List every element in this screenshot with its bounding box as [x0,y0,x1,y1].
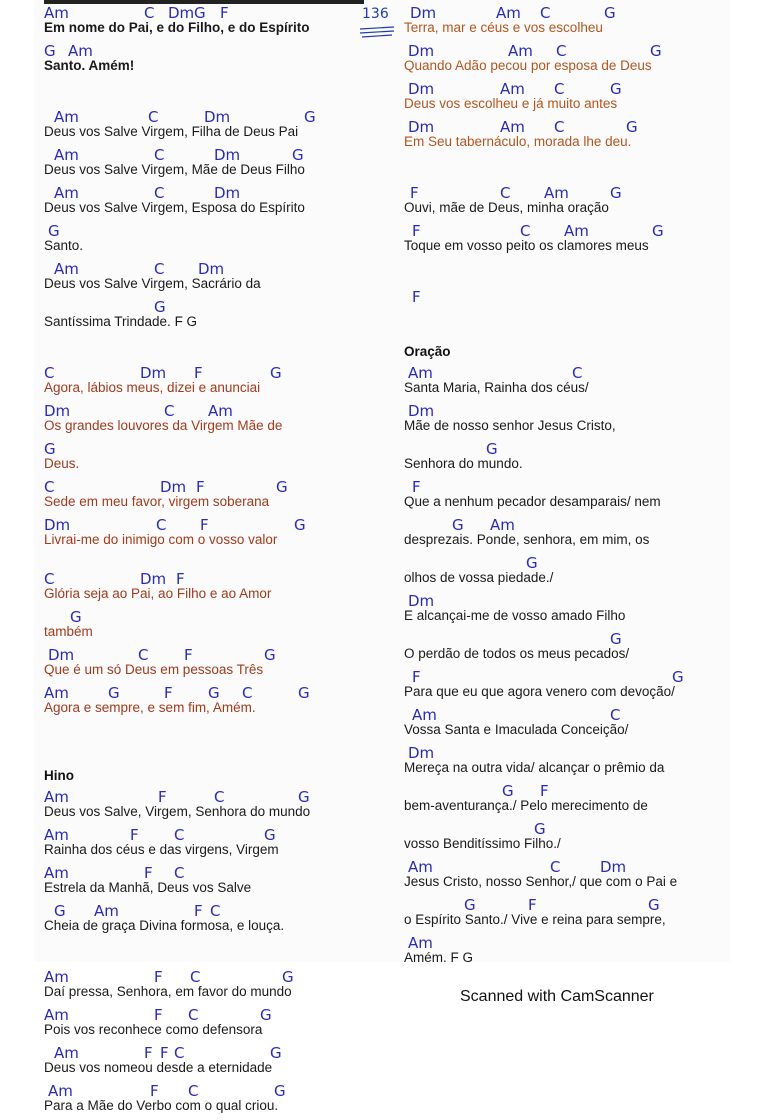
song-line [404,554,724,592]
left-column [44,4,374,1120]
chord-label: G [604,4,616,22]
song-line [44,516,374,554]
song-line [44,108,374,146]
spacer [404,260,724,288]
chord-label: C [210,902,221,920]
song-line [44,440,374,478]
chord-label: G [626,118,638,136]
spacer [44,722,374,750]
chord-label: Am [490,516,515,534]
spacer [404,156,724,184]
chord-label: G [260,1006,272,1024]
chord-label: F [200,516,209,534]
chord-label: Am [54,184,79,202]
chord-label: F [412,222,421,240]
song-line [44,608,374,646]
lyric-text: Deus. [44,456,80,471]
chord-label: Am [54,1044,79,1062]
chord-label: C [550,858,561,876]
chord-label: Dm [408,402,435,420]
chord-label: G [652,222,664,240]
chord-label: G [464,896,476,914]
chord-label: Dm [408,80,435,98]
lyric-text: Deus vos Salve Virgem, Filha de Deus Pai [44,124,299,139]
chord-label: C [188,1082,199,1100]
lyric-text: Daí pressa, Senhora, em favor do mundo [44,984,292,999]
chord-label: Am [94,902,119,920]
chord-label: Dm [408,744,435,762]
lyric-text: Vossa Santa e Imaculada Conceição/ [404,722,629,737]
handwritten-annotation: 136 [362,6,389,22]
lyric-text: desprezais. Ponde, senhora, em mim, os [404,532,650,547]
chord-label: C [214,788,225,806]
lyric-text: Ouvi, mãe de Deus, minha oração [404,200,609,215]
chord-label: Am [68,42,93,60]
song-line [404,668,724,706]
chord-label: C [554,80,565,98]
song-line [44,4,374,42]
song-line [44,146,374,184]
chord-label: Dm [408,118,435,136]
chord-label: G [208,684,220,702]
chord-label: Am [44,684,69,702]
lyric-text: Deus vos Salve Virgem, Esposa do Espírito [44,200,305,215]
lyric-text: Agora e sempre, e sem fim, Amém. [44,700,256,715]
chord-label: C [154,260,165,278]
chord-label: Dm [600,858,627,876]
chord-label: Dm [140,570,167,588]
song-line [404,118,724,156]
lyric-text: Sede em meu favor, virgem soberana [44,494,270,509]
chord-label: Am [54,108,79,126]
lyric-text: Amém. F G [404,950,474,965]
chord-label: F [410,184,419,202]
lyric-text: Estrela da Manhã, Deus vos Salve [44,880,252,895]
lyric-text: Mereça na outra vida/ alcançar o prêmio da [404,760,665,775]
lyric-text: Deus vos Salve Virgem, Mãe de Deus Filho [44,162,305,177]
chord-label: Am [544,184,569,202]
chord-label: C [242,684,253,702]
chord-label: G [282,968,294,986]
song-line [404,42,724,80]
lyric-text: Jesus Cristo, nosso Senhor,/ que com o Pai e [404,874,678,889]
chord-label: C [572,364,583,382]
song-line [404,364,724,402]
chord-label: G [70,608,82,626]
chord-label: F [144,864,153,882]
chord-label: F [196,478,205,496]
song-line [44,42,374,80]
song-line [44,864,374,902]
chord-label: F [130,826,139,844]
chord-label: Dm [198,260,225,278]
chord-label: C [174,826,185,844]
song-line [44,298,374,336]
chord-label: G [264,646,276,664]
lyric-text: Mãe de nosso senhor Jesus Cristo, [404,418,616,433]
chord-label: C [154,184,165,202]
chord-label: Dm [140,364,167,382]
song-line [404,706,724,744]
chord-label: G [194,4,206,22]
song-line [404,896,724,934]
song-line [44,364,374,402]
lyric-text: olhos de vossa piedade./ [404,570,554,585]
chord-label: Am [44,968,69,986]
song-line [404,326,724,364]
song-line [44,184,374,222]
song-line [44,570,374,608]
lyric-text: Santíssima Trindade. F G [44,314,198,329]
lyric-text: Em Seu tabernáculo, morada lhe deu. [404,134,632,149]
chord-label: F [412,668,421,686]
chord-row [44,222,374,240]
lyric-text: Cheia de graça Divina formosa, e louça. [44,918,285,933]
chord-label: G [304,108,316,126]
lyric-text: E alcançai-me de vosso amado Filho [404,608,626,623]
song-line [404,184,724,222]
chord-label: F [184,646,193,664]
chord-label: F [528,896,537,914]
chord-label: Dm [160,478,187,496]
chord-row [44,440,374,458]
chord-label: F [150,1082,159,1100]
chord-label: C [44,364,55,382]
spacer [44,940,374,968]
lyric-text: Quando Adão pecou por esposa de Deus [404,58,652,73]
chord-label: G [610,630,622,648]
chord-label: G [534,820,546,838]
song-line [44,1006,374,1044]
chord-label: G [452,516,464,534]
chord-label: Dm [168,4,195,22]
spacer [44,80,374,108]
song-line [44,260,374,298]
chord-label: G [44,42,56,60]
chord-label: F [412,478,421,496]
chord-label: F [144,1044,153,1062]
chord-label: C [44,478,55,496]
lyric-text: vosso Benditíssimo Filho./ [404,836,561,851]
chord-label: G [48,222,60,240]
song-line [404,288,724,326]
chord-label: G [276,478,288,496]
chord-label: Dm [408,42,435,60]
chord-label: Dm [204,108,231,126]
lyric-text: Glória seja ao Pai, ao Filho e ao Amor [44,586,272,601]
chord-label: Dm [408,592,435,610]
chord-label: G [610,80,622,98]
chord-label: G [502,782,514,800]
chord-label: C [610,706,621,724]
song-line [44,1044,374,1082]
chord-label: G [270,364,282,382]
spacer [44,336,374,364]
chord-label: G [648,896,660,914]
song-line [404,630,724,668]
lyric-text: Santo. [44,238,84,253]
chord-label: F [194,902,203,920]
chord-label: Am [408,858,433,876]
chord-label: C [520,222,531,240]
song-line [404,820,724,858]
chord-label: Am [44,788,69,806]
lyric-text: também [44,624,93,639]
chord-label: Am [208,402,233,420]
song-line [404,440,724,478]
chord-label: F [540,782,549,800]
chord-label: G [292,146,304,164]
lyric-text: Terra, mar e céus e vos escolheu [404,20,603,35]
chord-label: G [486,440,498,458]
lyric-text: Os grandes louvores da Virgem Mãe de [44,418,283,433]
chord-label: C [190,968,201,986]
chord-label: Am [54,146,79,164]
chord-label: C [138,646,149,664]
chord-label: F [154,1006,163,1024]
chord-label: F [160,1044,169,1062]
chord-label: G [526,554,538,572]
camscanner-footer: Scanned with CamScanner [460,988,654,1005]
chord-label: Am [408,934,433,952]
chord-label: C [556,42,567,60]
song-line [404,934,724,972]
lyric-text: o Espírito Santo./ Vive e reina para sempre, [404,912,666,927]
chord-label: Am [412,706,437,724]
lyric-text: Que é um só Deus em pessoas Três [44,662,264,677]
chord-label: G [650,42,662,60]
chord-label: Am [44,1006,69,1024]
chord-label: Dm [214,184,241,202]
chord-label: C [156,516,167,534]
chord-label: C [44,570,55,588]
song-line [404,744,724,782]
lyric-text: Santo. Amém! [44,58,135,73]
song-line [44,750,374,788]
chord-label: F [220,4,229,22]
song-line [404,478,724,516]
song-line [404,80,724,118]
chord-label: C [154,146,165,164]
chord-label: G [274,1082,286,1100]
lyric-text: Para a Mãe do Verbo com o qual criou. [44,1098,279,1113]
lyric-text: Agora, lábios meus, dizei e anunciai [44,380,261,395]
song-line [404,858,724,896]
chord-label: Am [500,118,525,136]
song-line [404,222,724,260]
lyric-text: Livrai-me do inimigo com o vosso valor [44,532,278,547]
section-heading: Oração [404,344,451,359]
song-line [44,222,374,260]
chord-label: G [270,1044,282,1062]
song-line [44,1082,374,1120]
song-line [404,402,724,440]
chord-label: G [294,516,306,534]
song-line [44,402,374,440]
chord-label: C [554,118,565,136]
chord-label: Dm [44,402,71,420]
song-line [44,826,374,864]
chord-label: G [672,668,684,686]
chord-label: F [164,684,173,702]
chord-label: C [500,184,511,202]
song-line [44,478,374,516]
song-line [404,592,724,630]
chord-label: Am [44,826,69,844]
lyric-text: Deus vos escolheu e já muito antes [404,96,618,111]
song-line [404,782,724,820]
lyric-text: Para que eu que agora venero com devoção/ [404,684,675,699]
chord-label: C [164,402,175,420]
section-heading: Hino [44,768,74,783]
song-line [44,788,374,826]
lyric-text: bem-aventurança./ Pelo merecimento de [404,798,648,813]
chord-label: Am [408,364,433,382]
song-line [44,968,374,1006]
chord-label: Am [500,80,525,98]
lyric-text: O perdão de todos os meus pecados/ [404,646,630,661]
chord-label: C [174,864,185,882]
chord-label: F [158,788,167,806]
chord-row [404,288,724,306]
song-line [44,684,374,722]
chord-label: G [298,788,310,806]
chord-label: G [108,684,120,702]
chord-label: F [412,288,421,306]
chord-label: Am [496,4,521,22]
chord-label: C [540,4,551,22]
right-column [404,4,724,972]
chord-row [44,608,374,626]
chord-label: Am [54,260,79,278]
song-line [404,4,724,42]
chord-label: G [298,684,310,702]
chord-label: F [176,570,185,588]
chord-label: G [264,826,276,844]
chord-label: Dm [214,146,241,164]
lyric-text: Pois vos reconhece como defensora [44,1022,263,1037]
lyric-text: Deus vos Salve Virgem, Sacrário da [44,276,261,291]
lyric-text: Toque em vosso peito os clamores meus [404,238,649,253]
song-line [44,646,374,684]
song-line [44,902,374,940]
chord-label: C [144,4,155,22]
chord-label: C [174,1044,185,1062]
lyric-text: Deus vos nomeou desde a eternidade [44,1060,273,1075]
chord-label: G [54,902,66,920]
chord-label: G [44,440,56,458]
chord-label: Am [48,1082,73,1100]
spacer [44,554,374,570]
lyric-text: Senhora do mundo. [404,456,523,471]
chord-label: C [188,1006,199,1024]
song-line [404,516,724,554]
chord-label: Dm [410,4,437,22]
lyric-text: Em nome do Pai, e do Filho, e do Espírito [44,20,310,35]
chord-label: F [194,364,203,382]
lyric-text: Rainha dos céus e das virgens, Virgem [44,842,279,857]
lyric-text: Santa Maria, Rainha dos céus/ [404,380,589,395]
chord-label: C [148,108,159,126]
chord-label: Am [44,4,69,22]
lyric-text: Deus vos Salve, Virgem, Senhora do mundo [44,804,311,819]
chord-label: Dm [44,516,71,534]
chord-label: G [610,184,622,202]
chord-label: Am [44,864,69,882]
chord-label: Dm [48,646,75,664]
chord-label: Am [508,42,533,60]
chord-label: Am [564,222,589,240]
chord-label: F [154,968,163,986]
chord-label: G [154,298,166,316]
lyric-text: Que a nenhum pecador desamparais/ nem [404,494,661,509]
